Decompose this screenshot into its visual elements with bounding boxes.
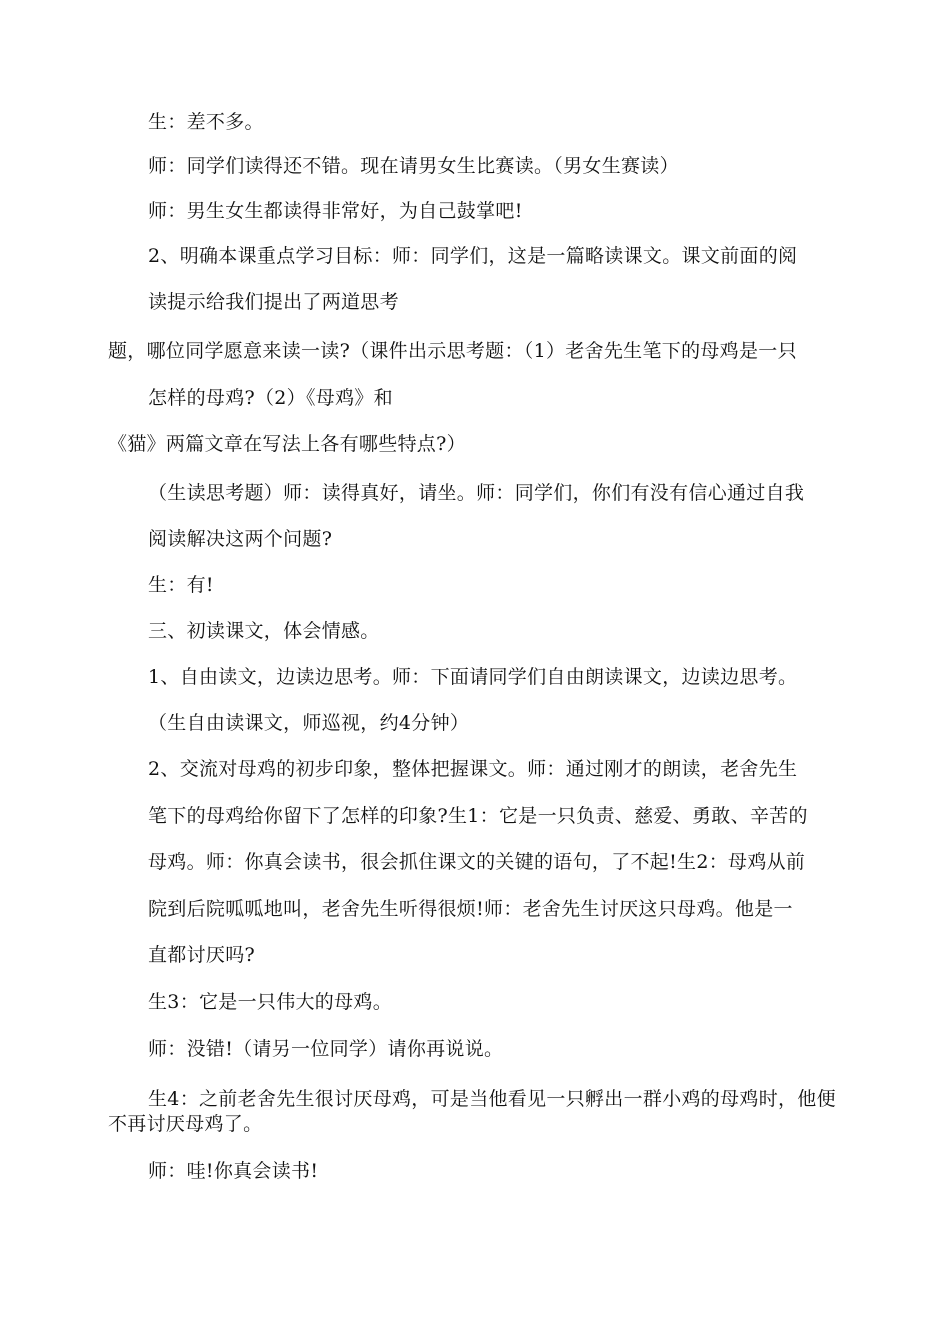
text-line: 2、明确本课重点学习目标：师：同学们，这是一篇略读课文。课文前面的阅 [148, 245, 798, 267]
text-line: 生：有! [148, 574, 214, 596]
text-line: 直都讨厌吗? [148, 944, 255, 966]
text-line: 2、交流对母鸡的初步印象，整体把握课文。师：通过刚才的朗读，老舍先生 [148, 758, 798, 780]
text-line: 师：哇!你真会读书! [148, 1160, 319, 1182]
text-line: 读提示给我们提出了两道思考 [148, 291, 399, 313]
text-line: 母鸡。师：你真会读书，很会抓住课文的关键的语句，了不起!生2：母鸡从前 [148, 851, 806, 873]
text-line: 师：男生女生都读得非常好，为自己鼓掌吧! [148, 200, 523, 222]
text-line: 笔下的母鸡给你留下了怎样的印象?生1：它是一只负责、慈爱、勇敢、辛苦的 [148, 805, 808, 827]
text-line: 生：差不多。 [148, 111, 264, 133]
text-line: 师：同学们读得还不错。现在请男女生比赛读。（男女生赛读） [148, 155, 679, 177]
text-line: （生读思考题）师：读得真好，请坐。师：同学们，你们有没有信心通过自我 [148, 482, 805, 504]
text-line: 怎样的母鸡?（2）《母鸡》和 [148, 387, 393, 409]
text-line: 1、自由读文，边读边思考。师：下面请同学们自由朗读课文，边读边思考。 [148, 666, 798, 688]
text-line: 院到后院呱呱地叫，老舍先生听得很烦!师：老舍先生讨厌这只母鸡。他是一 [148, 898, 793, 920]
text-line: 《猫》两篇文章在写法上各有哪些特点?） [108, 433, 466, 455]
section-heading: 三、初读课文，体会情感。 [148, 620, 380, 642]
text-line: （生自由读课文，师巡视，约4分钟） [148, 712, 470, 734]
text-line: 题，哪位同学愿意来读一读?（课件出示思考题：（1）老舍先生笔下的母鸡是一只 [108, 340, 797, 362]
text-paragraph: 生4：之前老舍先生很讨厌母鸡，可是当他看见一只孵出一群小鸡的母鸡时，他便不再讨厌母鸡了。 [108, 1088, 836, 1135]
text-line: 生3：它是一只伟大的母鸡。 [148, 991, 392, 1013]
text-line: 师：没错!（请另一位同学）请你再说说。 [148, 1038, 504, 1060]
text-line: 阅读解决这两个问题? [148, 528, 333, 550]
